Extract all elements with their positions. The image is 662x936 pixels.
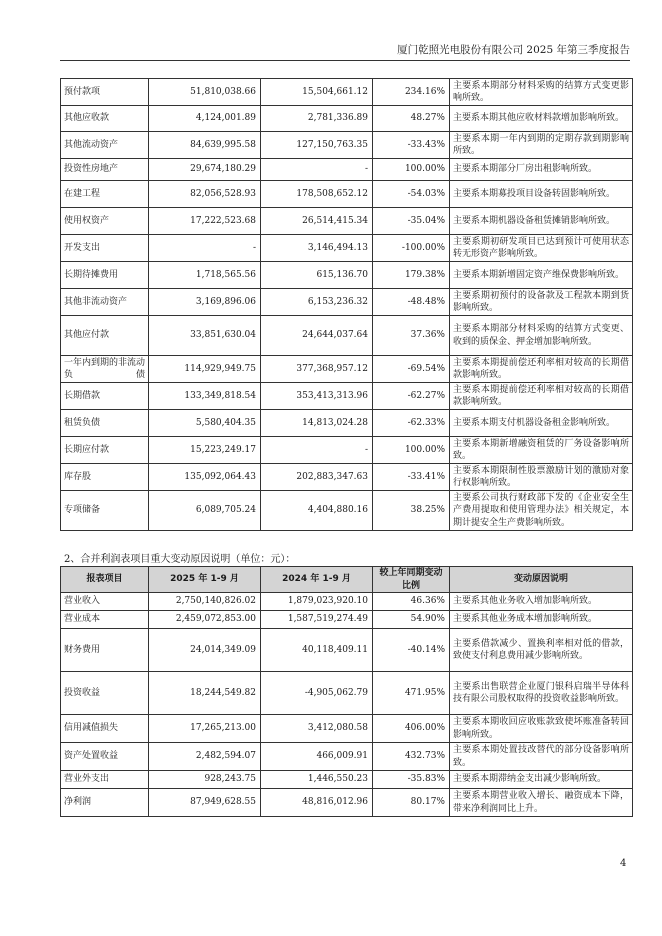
row-change-ratio: 46.36%	[373, 593, 450, 611]
row-prior-value: 615,136.70	[261, 262, 373, 289]
row-current-value: 51,810,038.66	[149, 79, 261, 106]
row-change-ratio: 80.17%	[373, 789, 450, 817]
row-current-value: 18,244,549.82	[149, 672, 261, 715]
row-item-name: 信用减值损失	[61, 715, 149, 743]
row-change-ratio: -33.41%	[373, 464, 450, 491]
row-change-reason: 主要系本期新增融资租赁的厂务设备影响所致。	[450, 437, 633, 464]
row-change-reason: 主要系出售联营企业厦门银科启瑞半导体科技有限公司股权取得的投资收益影响所致。	[450, 672, 633, 715]
row-change-reason: 主要系其他业务收入增加影响所致。	[450, 593, 633, 611]
row-change-ratio: -35.04%	[373, 208, 450, 235]
row-item-name: 其他应收款	[61, 106, 149, 132]
income-statement-section-title: 2、合并利润表项目重大变动原因说明（单位：元）：	[64, 554, 296, 565]
row-prior-value: -	[261, 159, 373, 181]
row-prior-value: 14,813,024.28	[261, 410, 373, 437]
table-row	[61, 715, 633, 743]
row-current-value: 29,674,180.29	[149, 159, 261, 181]
row-change-ratio: 100.00%	[373, 159, 450, 181]
row-item-name: 资产处置收益	[61, 743, 149, 771]
row-prior-value: 24,644,037.64	[261, 316, 373, 356]
row-item-name: 预付款项	[61, 79, 149, 106]
row-item-name: 库存股	[61, 464, 149, 491]
row-item-name: 财务费用	[61, 629, 149, 672]
table-row	[61, 464, 633, 491]
row-prior-value: 178,508,652.12	[261, 181, 373, 208]
row-current-value: 2,750,140,826.02	[149, 593, 261, 611]
table-row	[61, 356, 633, 383]
row-item-name: 专项储备	[61, 491, 149, 531]
row-current-value: 5,580,404.35	[149, 410, 261, 437]
row-change-reason: 主要系本期营业收入增长、融资成本下降，带来净利润同比上升。	[450, 789, 633, 817]
row-item-name: 营业成本	[61, 611, 149, 629]
row-change-ratio: -69.54%	[373, 356, 450, 383]
table-row	[61, 672, 633, 715]
row-item-name: 营业收入	[61, 593, 149, 611]
row-item-name: 其他非流动资产	[61, 289, 149, 316]
table-row	[61, 383, 633, 410]
row-change-reason: 主要系其他业务成本增加影响所致。	[450, 611, 633, 629]
header-rule	[60, 60, 630, 61]
table-row	[61, 262, 633, 289]
row-current-value: 1,718,565.56	[149, 262, 261, 289]
row-change-ratio: 471.95%	[373, 672, 450, 715]
row-prior-value: 466,009.91	[261, 743, 373, 771]
table-row	[61, 789, 633, 817]
row-current-value: 2,482,594.07	[149, 743, 261, 771]
row-change-reason: 主要系本期一年内到期的定期存款到期影响所致。	[450, 132, 633, 159]
row-change-reason: 主要系本期新增固定资产维保费影响所致。	[450, 262, 633, 289]
row-current-value: 15,223,249.17	[149, 437, 261, 464]
row-change-ratio: -54.03%	[373, 181, 450, 208]
row-prior-value: 15,504,661.12	[261, 79, 373, 106]
row-current-value: 24,014,349.09	[149, 629, 261, 672]
row-change-ratio: -48.48%	[373, 289, 450, 316]
row-change-ratio: 37.36%	[373, 316, 450, 356]
table-row	[61, 743, 633, 771]
row-change-reason: 主要系公司执行财政部下发的《企业安全生产费用提取和使用管理办法》相关规定，本期计提安全生产费影响所致。	[450, 491, 633, 531]
row-item-name: 租赁负债	[61, 410, 149, 437]
row-item-name: 使用权资产	[61, 208, 149, 235]
row-current-value: 84,639,995.58	[149, 132, 261, 159]
row-change-ratio: -40.14%	[373, 629, 450, 672]
row-change-ratio: 179.38%	[373, 262, 450, 289]
table-row	[61, 410, 633, 437]
table-row	[61, 79, 633, 106]
income-statement-changes-table	[60, 566, 633, 817]
table-row	[61, 491, 633, 531]
row-prior-value: 202,883,347.63	[261, 464, 373, 491]
row-item-name: 长期待摊费用	[61, 262, 149, 289]
row-change-reason: 主要系借款减少、置换利率相对低的借款，致使支付利息费用减少影响所致。	[450, 629, 633, 672]
row-change-reason: 主要系本期部分材料采购的结算方式变更影响所致。	[450, 79, 633, 106]
row-prior-value: 26,514,415.34	[261, 208, 373, 235]
table-row	[61, 437, 633, 464]
row-change-ratio: 38.25%	[373, 491, 450, 531]
header-change-ratio: 较上年同期变动比例	[373, 567, 450, 593]
row-change-ratio: 48.27%	[373, 106, 450, 132]
row-change-reason: 主要系本期支付机器设备租金影响所致。	[450, 410, 633, 437]
row-change-reason: 主要系本期部分厂房出租影响所致。	[450, 159, 633, 181]
row-current-value: 87,949,628.55	[149, 789, 261, 817]
row-item-name: 投资收益	[61, 672, 149, 715]
row-change-reason: 主要系本期其他应收材料款增加影响所致。	[450, 106, 633, 132]
row-current-value: 17,222,523.68	[149, 208, 261, 235]
header-current-period: 2025 年 1-9 月	[149, 567, 261, 593]
row-prior-value: 127,150,763.35	[261, 132, 373, 159]
balance-sheet-changes-table	[60, 78, 633, 531]
page-number: 4	[620, 858, 627, 869]
row-change-ratio: 54.90%	[373, 611, 450, 629]
row-change-reason: 主要系本期提前偿还利率相对较高的长期借款影响所致。	[450, 383, 633, 410]
row-change-reason: 主要系本期部分材料采购的结算方式变更、收到的质保金、押金增加影响所致。	[450, 316, 633, 356]
table-row	[61, 593, 633, 611]
row-change-ratio: -100.00%	[373, 235, 450, 262]
row-change-reason: 主要系本期提前偿还利率相对较高的长期借款影响所致。	[450, 356, 633, 383]
row-current-value: 928,243.75	[149, 771, 261, 789]
table-row	[61, 208, 633, 235]
row-change-reason: 主要系期初研发项目已达到预计可使用状态转无形资产影响所致。	[450, 235, 633, 262]
row-current-value: 82,056,528.93	[149, 181, 261, 208]
table-row	[61, 106, 633, 132]
row-change-ratio: 234.16%	[373, 79, 450, 106]
row-change-ratio: 100.00%	[373, 437, 450, 464]
table-row	[61, 629, 633, 672]
row-current-value: 33,851,630.04	[149, 316, 261, 356]
row-change-reason: 主要系本期收回应收账款致使坏账准备转回影响所致。	[450, 715, 633, 743]
row-prior-value: 3,146,494.13	[261, 235, 373, 262]
row-change-ratio: -33.43%	[373, 132, 450, 159]
header-item: 报表项目	[61, 567, 149, 593]
table-row	[61, 235, 633, 262]
row-change-ratio: -35.83%	[373, 771, 450, 789]
row-prior-value: 1,587,519,274.49	[261, 611, 373, 629]
row-current-value: 3,169,896.06	[149, 289, 261, 316]
row-change-ratio: 406.00%	[373, 715, 450, 743]
row-prior-value: 1,446,550.23	[261, 771, 373, 789]
table-row	[61, 316, 633, 356]
row-prior-value: 377,368,957.12	[261, 356, 373, 383]
row-current-value: 6,089,705.24	[149, 491, 261, 531]
row-item-name: 长期应付款	[61, 437, 149, 464]
row-prior-value: 48,816,012.96	[261, 789, 373, 817]
row-item-name: 其他应付款	[61, 316, 149, 356]
row-current-value: -	[149, 235, 261, 262]
table-row	[61, 611, 633, 629]
table-row	[61, 181, 633, 208]
row-prior-value: 2,781,336.89	[261, 106, 373, 132]
row-current-value: 135,092,064.43	[149, 464, 261, 491]
row-change-reason: 主要系本期募投项目设备转固影响所致。	[450, 181, 633, 208]
row-current-value: 114,929,949.75	[149, 356, 261, 383]
row-current-value: 2,459,072,853.00	[149, 611, 261, 629]
row-change-reason: 主要系本期限制性股票激励计划的激励对象行权影响所致。	[450, 464, 633, 491]
row-item-name: 营业外支出	[61, 771, 149, 789]
row-item-name: 其他流动资产	[61, 132, 149, 159]
row-item-name: 净利润	[61, 789, 149, 817]
page-header: 厦门乾照光电股份有限公司 2025 年第三季度报告	[397, 44, 630, 56]
row-prior-value: -4,905,062.79	[261, 672, 373, 715]
header-reason: 变动原因说明	[450, 567, 633, 593]
row-current-value: 17,265,213.00	[149, 715, 261, 743]
table-header-row	[61, 567, 633, 593]
row-prior-value: 4,404,880.16	[261, 491, 373, 531]
row-prior-value: 3,412,080.58	[261, 715, 373, 743]
row-change-ratio: -62.33%	[373, 410, 450, 437]
row-change-ratio: -62.27%	[373, 383, 450, 410]
row-prior-value: 353,413,313.96	[261, 383, 373, 410]
row-item-name: 开发支出	[61, 235, 149, 262]
row-prior-value: 40,118,409.11	[261, 629, 373, 672]
table-row	[61, 289, 633, 316]
row-prior-value: 1,879,023,920.10	[261, 593, 373, 611]
table-row	[61, 132, 633, 159]
row-change-reason: 主要系期初预付的设备款及工程款本期到货影响所致。	[450, 289, 633, 316]
row-change-reason: 主要系本期处置技改替代的部分设备影响所致。	[450, 743, 633, 771]
row-item-name: 长期借款	[61, 383, 149, 410]
row-item-name: 一年内到期的非流动负债	[61, 356, 149, 383]
row-prior-value: 6,153,236.32	[261, 289, 373, 316]
row-change-reason: 主要系本期机器设备租赁摊销影响所致。	[450, 208, 633, 235]
row-current-value: 4,124,001.89	[149, 106, 261, 132]
row-prior-value: -	[261, 437, 373, 464]
row-change-ratio: 432.73%	[373, 743, 450, 771]
table-row	[61, 159, 633, 181]
row-item-name: 在建工程	[61, 181, 149, 208]
header-prior-period: 2024 年 1-9 月	[261, 567, 373, 593]
table-row	[61, 771, 633, 789]
row-current-value: 133,349,818.54	[149, 383, 261, 410]
row-item-name: 投资性房地产	[61, 159, 149, 181]
row-change-reason: 主要系本期滞纳金支出减少影响所致。	[450, 771, 633, 789]
